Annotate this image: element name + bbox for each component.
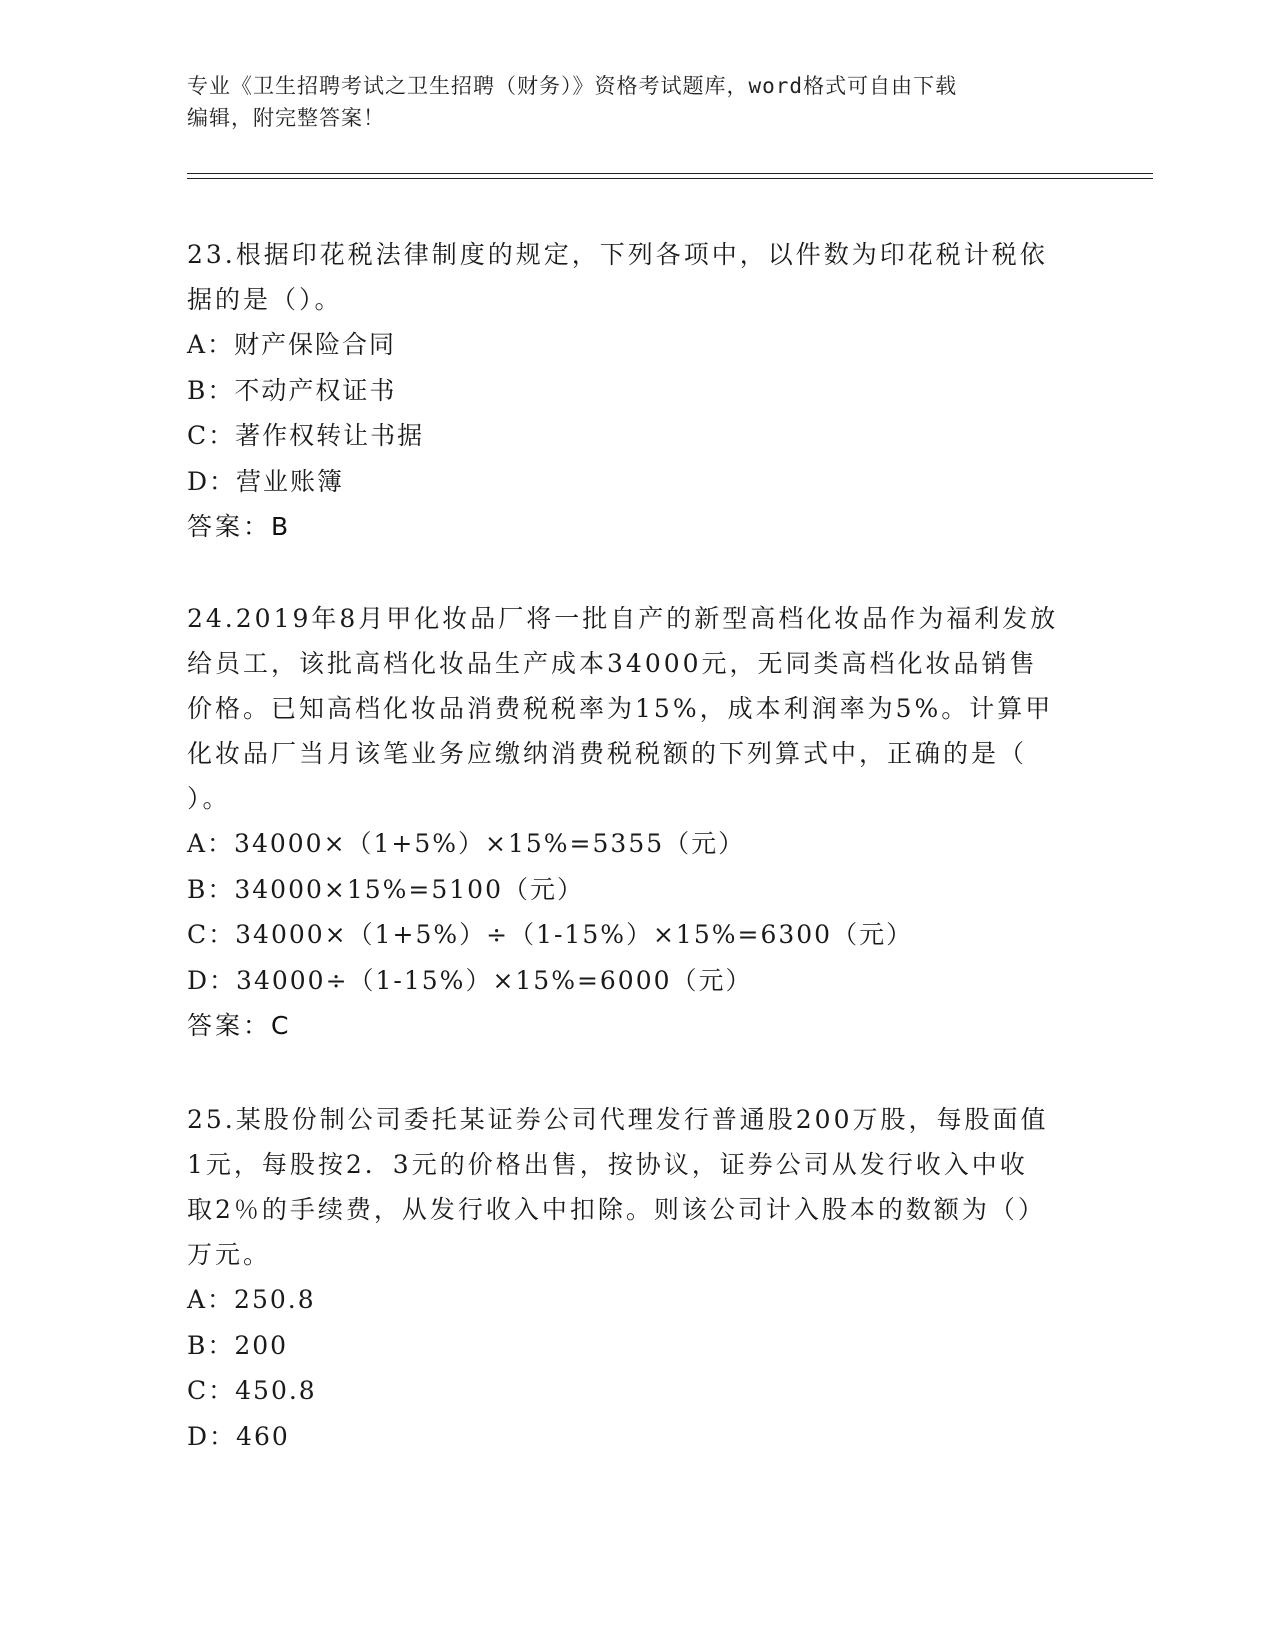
question-stem-line: ）。 [187, 784, 231, 813]
question-stem-line: 取2％的手续费，从发行收入中扣除。则该公司计入股本的数额为（） [187, 1195, 1046, 1224]
question-stem-line: 据的是（）。 [187, 285, 343, 314]
question-stem-line: 25.某股份制公司委托某证券公司代理发行普通股200万股，每股面值 [187, 1105, 1049, 1134]
question-25 [187, 1097, 1087, 1459]
question-23 [187, 232, 1087, 549]
option-d: D：34000÷（1-15%）×15%=6000（元） [187, 965, 753, 995]
question-stem-line: 23.根据印花税法律制度的规定，下列各项中，以件数为印花税计税依 [187, 240, 1048, 269]
header-divider-bottom [187, 178, 1153, 179]
question-stem-line: 给员工，该批高档化妆品生产成本34000元，无同类高档化妆品销售 [187, 649, 1038, 678]
question-stem-line: 万元。 [187, 1240, 272, 1269]
option-b: B：不动产权证书 [187, 375, 397, 405]
answer-line: 答案：C [187, 1011, 292, 1040]
question-stem-line: 价格。已知高档化妆品消费税税率为15%，成本利润率为5%。计算甲 [187, 694, 1054, 723]
question-24 [187, 596, 1087, 1048]
question-stem-line: 1元，每股按2．3元的价格出售，按协议，证券公司从发行收入中收 [187, 1150, 1028, 1179]
header-divider-top [187, 173, 1153, 174]
header-line-1: 专业《卫生招聘考试之卫生招聘（财务）》资格考试题库，word格式可自由下载 [187, 74, 958, 98]
option-c: C：著作权转让书据 [187, 421, 425, 450]
option-d: D：营业账簿 [187, 466, 345, 496]
option-c: C：34000×（1+5%）÷（1-15%）×15%=6300（元） [187, 920, 914, 949]
option-b: B：34000×15%=5100（元） [187, 874, 584, 904]
option-b: B：200 [187, 1330, 289, 1360]
answer-line: 答案：B [187, 512, 292, 541]
option-a: A：250.8 [187, 1285, 316, 1314]
option-d: D：460 [187, 1421, 290, 1451]
document-header [187, 70, 1087, 134]
option-a: A：34000×（1+5%）×15%=5355（元） [187, 829, 746, 858]
header-line-2: 编辑，附完整答案！ [187, 106, 385, 130]
question-stem-line: 化妆品厂当月该笔业务应缴纳消费税税额的下列算式中，正确的是（ [187, 739, 1028, 768]
option-c: C：450.8 [187, 1376, 317, 1405]
question-stem-line: 24.2019年8月甲化妆品厂将一批自产的新型高档化妆品作为福利发放 [187, 604, 1059, 633]
option-a: A：财产保险合同 [187, 330, 397, 359]
